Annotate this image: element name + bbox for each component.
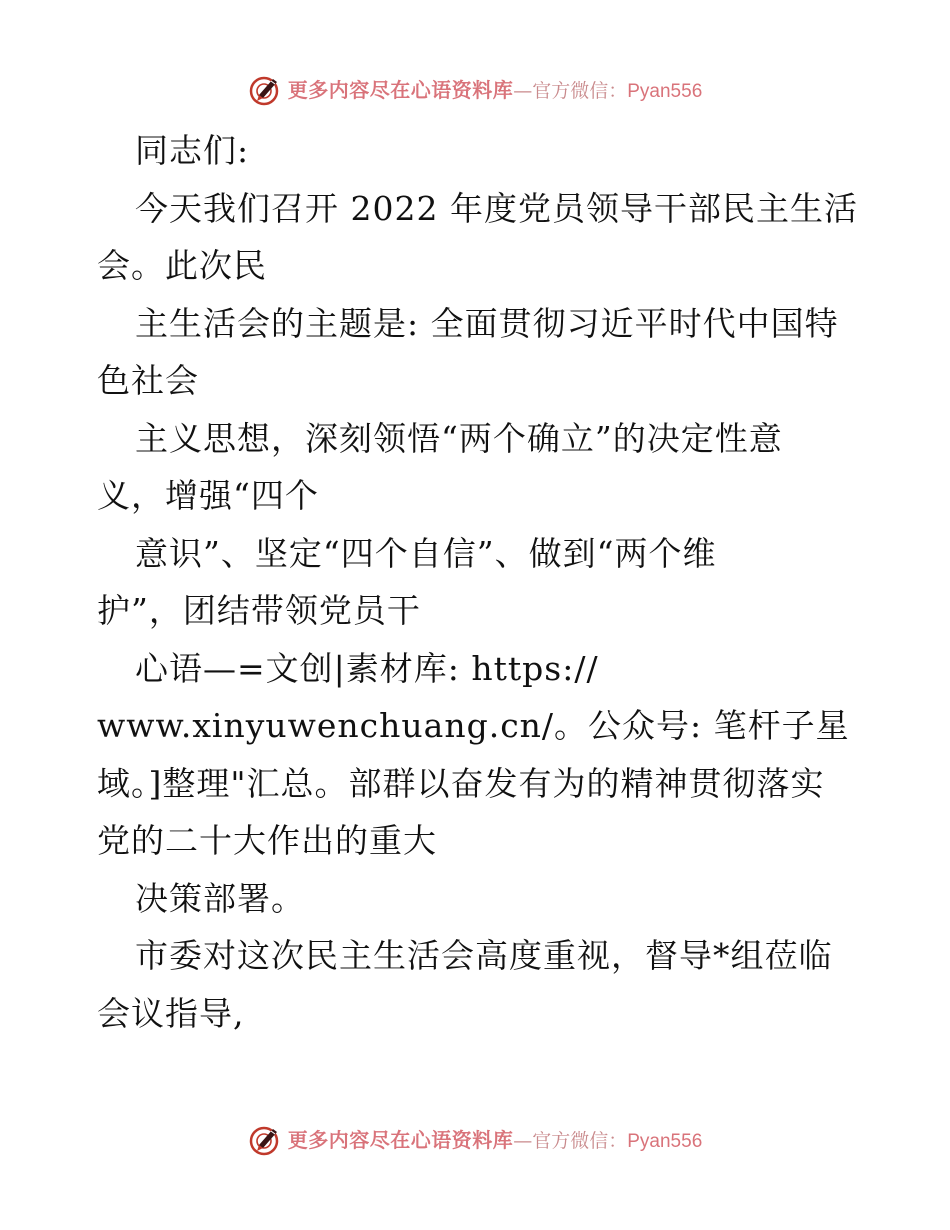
body-line: 会议指导, bbox=[97, 993, 245, 1033]
banner-separator: — bbox=[513, 1129, 533, 1152]
banner-text bbox=[287, 1127, 703, 1152]
body-line: 意识”、坚定“四个自信”、做到“两个维 bbox=[135, 533, 717, 573]
body-line: www.xinyuwenchuang.cn/。公众号: 笔杆子星 bbox=[97, 706, 850, 745]
body-line: 会。此次民 bbox=[97, 246, 267, 285]
banner-separator: — bbox=[513, 79, 533, 102]
body-line: 党的二十大作出的重大 bbox=[97, 821, 437, 860]
pen-logo-icon bbox=[248, 1123, 282, 1157]
body-line: 护”，团结带领党员干 bbox=[97, 591, 421, 630]
banner-text bbox=[287, 77, 703, 102]
banner-main-text: 更多内容尽在心语资料库 bbox=[287, 77, 514, 102]
banner-main-text: 更多内容尽在心语资料库 bbox=[287, 1127, 514, 1152]
body-line: 市委对这次民主生活会高度重视，督导*组莅临 bbox=[135, 936, 833, 975]
body-line: 主生活会的主题是: 全面贯彻习近平时代中国特 bbox=[135, 303, 839, 343]
pen-logo-icon bbox=[248, 73, 282, 107]
body-line: 决策部署。 bbox=[135, 878, 305, 918]
body-line: 域。]整理"汇总。部群以奋发有为的精神贯彻落实 bbox=[97, 763, 825, 803]
body-line: 同志们: bbox=[135, 131, 250, 170]
banner-wechat-id: Pyan556 bbox=[627, 80, 703, 102]
body-line: 心语—=文创|素材库: https:// bbox=[135, 648, 599, 688]
body-line: 主义思想，深刻领悟“两个确立”的决定性意 bbox=[135, 418, 783, 458]
banner-wechat-label: 官方微信： bbox=[532, 1129, 628, 1152]
footer-banner bbox=[0, 1120, 950, 1160]
body-line: 色社会 bbox=[97, 361, 199, 400]
body-line: 义，增强“四个 bbox=[97, 476, 319, 515]
body-line: 今天我们召开 2022 年度党员领导干部民主生活 bbox=[135, 188, 858, 228]
document-body bbox=[97, 122, 897, 1042]
header-banner bbox=[0, 70, 950, 110]
banner-wechat-label: 官方微信： bbox=[532, 79, 628, 102]
banner-wechat-id: Pyan556 bbox=[627, 1130, 703, 1152]
